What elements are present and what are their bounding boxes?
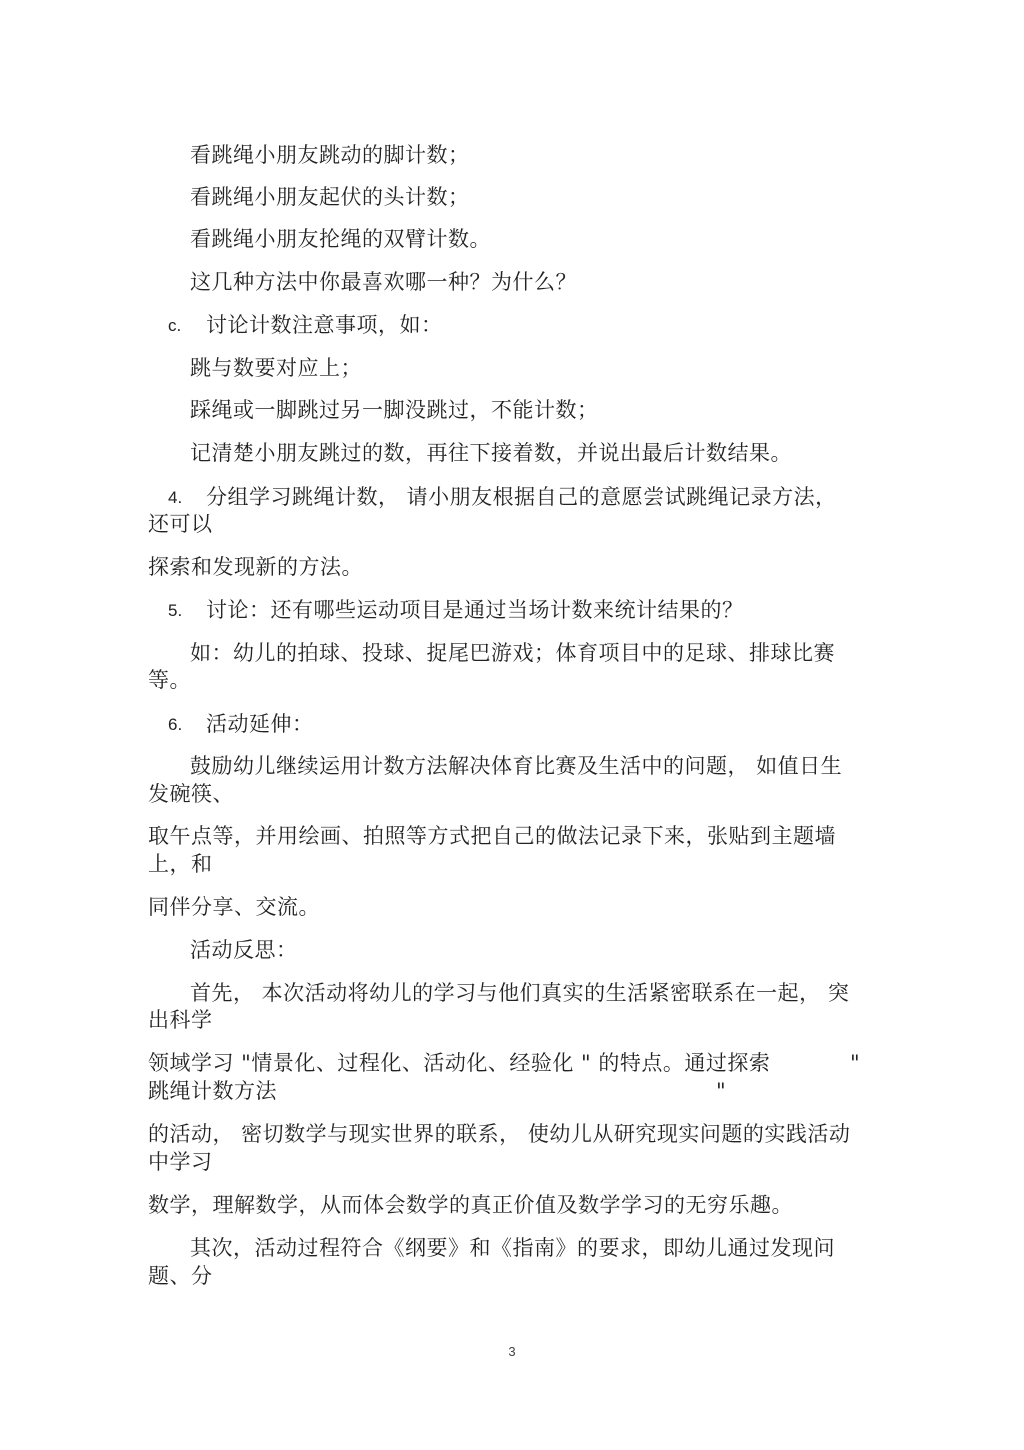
- text-line: 领域学习 "情景化、过程化、活动化、经验化 " 的特点。通过探索: [148, 1051, 771, 1075]
- list-marker: 4.: [168, 488, 183, 507]
- text-line: 取午点等，并用绘画、拍照等方式把自己的做法记录下来，张贴到主题墙: [148, 824, 836, 848]
- text-line: 的活动， 密切数学与现实世界的联系， 使幼儿从研究现实问题的实践活动: [148, 1122, 851, 1146]
- text-line: 出科学: [148, 1008, 213, 1032]
- text-line: 看跳绳小朋友跳动的脚计数；: [190, 143, 470, 167]
- text-line: 探索和发现新的方法。: [148, 555, 363, 579]
- text-line: 这几种方法中你最喜欢哪一种？为什么？: [190, 270, 577, 294]
- text-line: 题、分: [148, 1264, 213, 1288]
- text-line: 还可以: [148, 512, 213, 536]
- quote-mark: ": [716, 1079, 727, 1103]
- text-line: 讨论：还有哪些运动项目是通过当场计数来统计结果的？: [206, 598, 744, 622]
- page-number: 3: [508, 1344, 516, 1359]
- text-line: 分组学习跳绳计数， 请小朋友根据自己的意愿尝试跳绳记录方法，: [206, 485, 837, 509]
- text-line: 记清楚小朋友跳过的数，再往下接着数，并说出最后计数结果。: [190, 441, 792, 465]
- list-marker: 5.: [168, 601, 183, 620]
- text-line: 看跳绳小朋友抡绳的双臂计数。: [190, 227, 491, 251]
- text-line: 跳与数要对应上；: [190, 356, 362, 380]
- section-heading: 活动反思：: [190, 938, 298, 962]
- list-marker: 6.: [168, 715, 183, 734]
- quote-mark: ": [850, 1051, 861, 1075]
- list-marker: c.: [168, 316, 182, 335]
- text-line: 活动延伸：: [206, 712, 314, 736]
- text-line: 鼓励幼儿继续运用计数方法解决体育比赛及生活中的问题， 如值日生: [190, 754, 843, 778]
- text-line: 如：幼儿的拍球、投球、捉尾巴游戏；体育项目中的足球、排球比赛: [190, 641, 835, 665]
- text-line: 首先， 本次活动将幼儿的学习与他们真实的生活紧密联系在一起， 突: [190, 981, 850, 1005]
- text-line: 上，和: [148, 852, 213, 876]
- text-line: 等。: [148, 668, 191, 692]
- text-line: 中学习: [148, 1150, 213, 1174]
- text-line: 数学，理解数学，从而体会数学的真正价值及数学学习的无穷乐趣。: [148, 1193, 793, 1217]
- text-line: 其次，活动过程符合《纲要》和《指南》的要求，即幼儿通过发现问: [190, 1236, 835, 1260]
- text-line: 踩绳或一脚跳过另一脚没跳过，不能计数；: [190, 398, 599, 422]
- text-line: 讨论计数注意事项，如：: [206, 313, 443, 337]
- text-line: 同伴分享、交流。: [148, 895, 320, 919]
- text-line: 跳绳计数方法: [148, 1079, 277, 1103]
- text-line: 发碗筷、: [148, 782, 234, 806]
- text-line: 看跳绳小朋友起伏的头计数；: [190, 185, 470, 209]
